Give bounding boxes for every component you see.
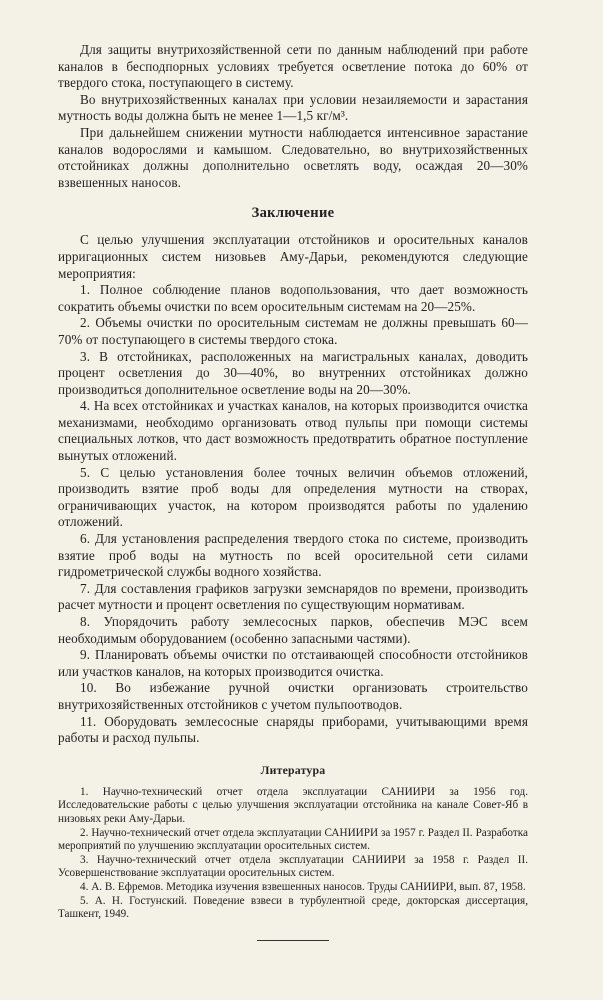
recommendation-item: 4. На всех отстойниках и участках каналов, на которых производится очистка механизмами, необходимо организовать отвод пульпы при помощи системы специальных лотков, что даст возможность предотвратить обратное поступление вынутых отложений. xyxy=(58,398,528,464)
recommendation-item: 8. Упорядочить работу землесосных парков, обеспечив МЭС всем необходимым оборудованием (особенно запасными частями). xyxy=(58,614,528,646)
recommendation-item: 10. Во избежание ручной очистки организовать строительство внутрихозяйственных отстойников с учетом пульпоотводов. xyxy=(58,680,528,712)
recommendation-item: 3. В отстойниках, расположенных на магистральных каналах, доводить процент осветления до 30—40%, во внутренних отстойниках должно производиться дополнительное осветление воды на 20—30%. xyxy=(58,348,528,397)
reference-item: 2. Научно-технический отчет отдела эксплуатации САНИИРИ за 1957 г. Раздел II. Разработка мероприятий по улучшению эксплуатации оросительных систем. xyxy=(58,826,528,853)
intro-paragraph-2: Во внутрихозяйственных каналах при условии незаиляемости и зарастания мутность воды должна быть не менее 1—1,5 кг/м³. xyxy=(58,91,528,124)
recommendation-item: 9. Планировать объемы очистки по отстаивающей способности отстойников или участков каналов, на которых производится очистка. xyxy=(58,647,528,679)
intro-paragraph-1: Для защиты внутрихозяйственной сети по данным наблюдений при работе каналов в бесподпорных условиях требуется осветление потока до 60% от твердого стока, поступающего в систему. xyxy=(58,42,528,91)
reference-item: 1. Научно-технический отчет отдела эксплуатации САНИИРИ за 1956 год. Исследовательские работы с целью улучшения эксплуатации отстойника на канале Совет-Яб в низовьях реки Аму-Дарьи. xyxy=(58,785,528,825)
recommendation-item: 6. Для установления распределения твердого стока по системе, производить взятие проб воды на мутность по всей оросительной сети силами гидрометрической службы водного хозяйства. xyxy=(58,531,528,580)
literature-heading: Литература xyxy=(260,762,326,777)
recommendation-item: 11. Оборудовать землесосные снаряды приборами, учитывающими время работы и расход пульпы. xyxy=(58,713,528,746)
recommendation-item: 7. Для составления графиков загрузки земснарядов по времени, производить расчет мутности и процент осветления по существующим нормативам. xyxy=(58,580,528,613)
conclusion-heading: Заключение xyxy=(251,205,335,222)
recommendation-item: 1. Полное соблюдение планов водопользования, что дает возможность сократить объемы очистки по всем оросительным системам на 20—25%. xyxy=(58,282,528,314)
end-rule xyxy=(257,940,329,941)
intro-paragraph-3: При дальнейшем снижении мутности наблюдается интенсивное зарастание каналов водорослями и камышом. Следовательно, во внутрихозяйственных отстойниках должны дополнительно осветлять воду, осаждая 20—30% взвешенных наносов. xyxy=(58,124,528,190)
reference-item: 4. А. В. Ефремов. Методика изучения взвешенных наносов. Труды САНИИРИ, вып. 87, 1958. xyxy=(80,880,526,893)
recommendation-item: 2. Объемы очистки по оросительным системам не должны превышать 60—70% от поступающего в системы твердого стока. xyxy=(58,315,528,347)
document-page xyxy=(58,42,528,941)
conclusion-lead: С целью улучшения эксплуатации отстойников и оросительных каналов ирригационных систем низовьев Аму-Дарьи, рекомендуются следующие мероприятия: xyxy=(58,232,528,281)
recommendation-item: 5. С целью установления более точных величин объемов отложений, производить взятие проб воды для определения мутности на створах, ограничивающих участок, на котором производятся работы по удалению отложений. xyxy=(58,464,528,530)
reference-item: 3. Научно-технический отчет отдела эксплуатации САНИИРИ за 1958 г. Раздел II. Усовершенствование эксплуатации оросительных систем. xyxy=(58,853,528,880)
reference-item: 5. А. Н. Гостунский. Поведение взвеси в турбулентной среде, докторская диссертация, Ташкент, 1949. xyxy=(58,894,528,921)
